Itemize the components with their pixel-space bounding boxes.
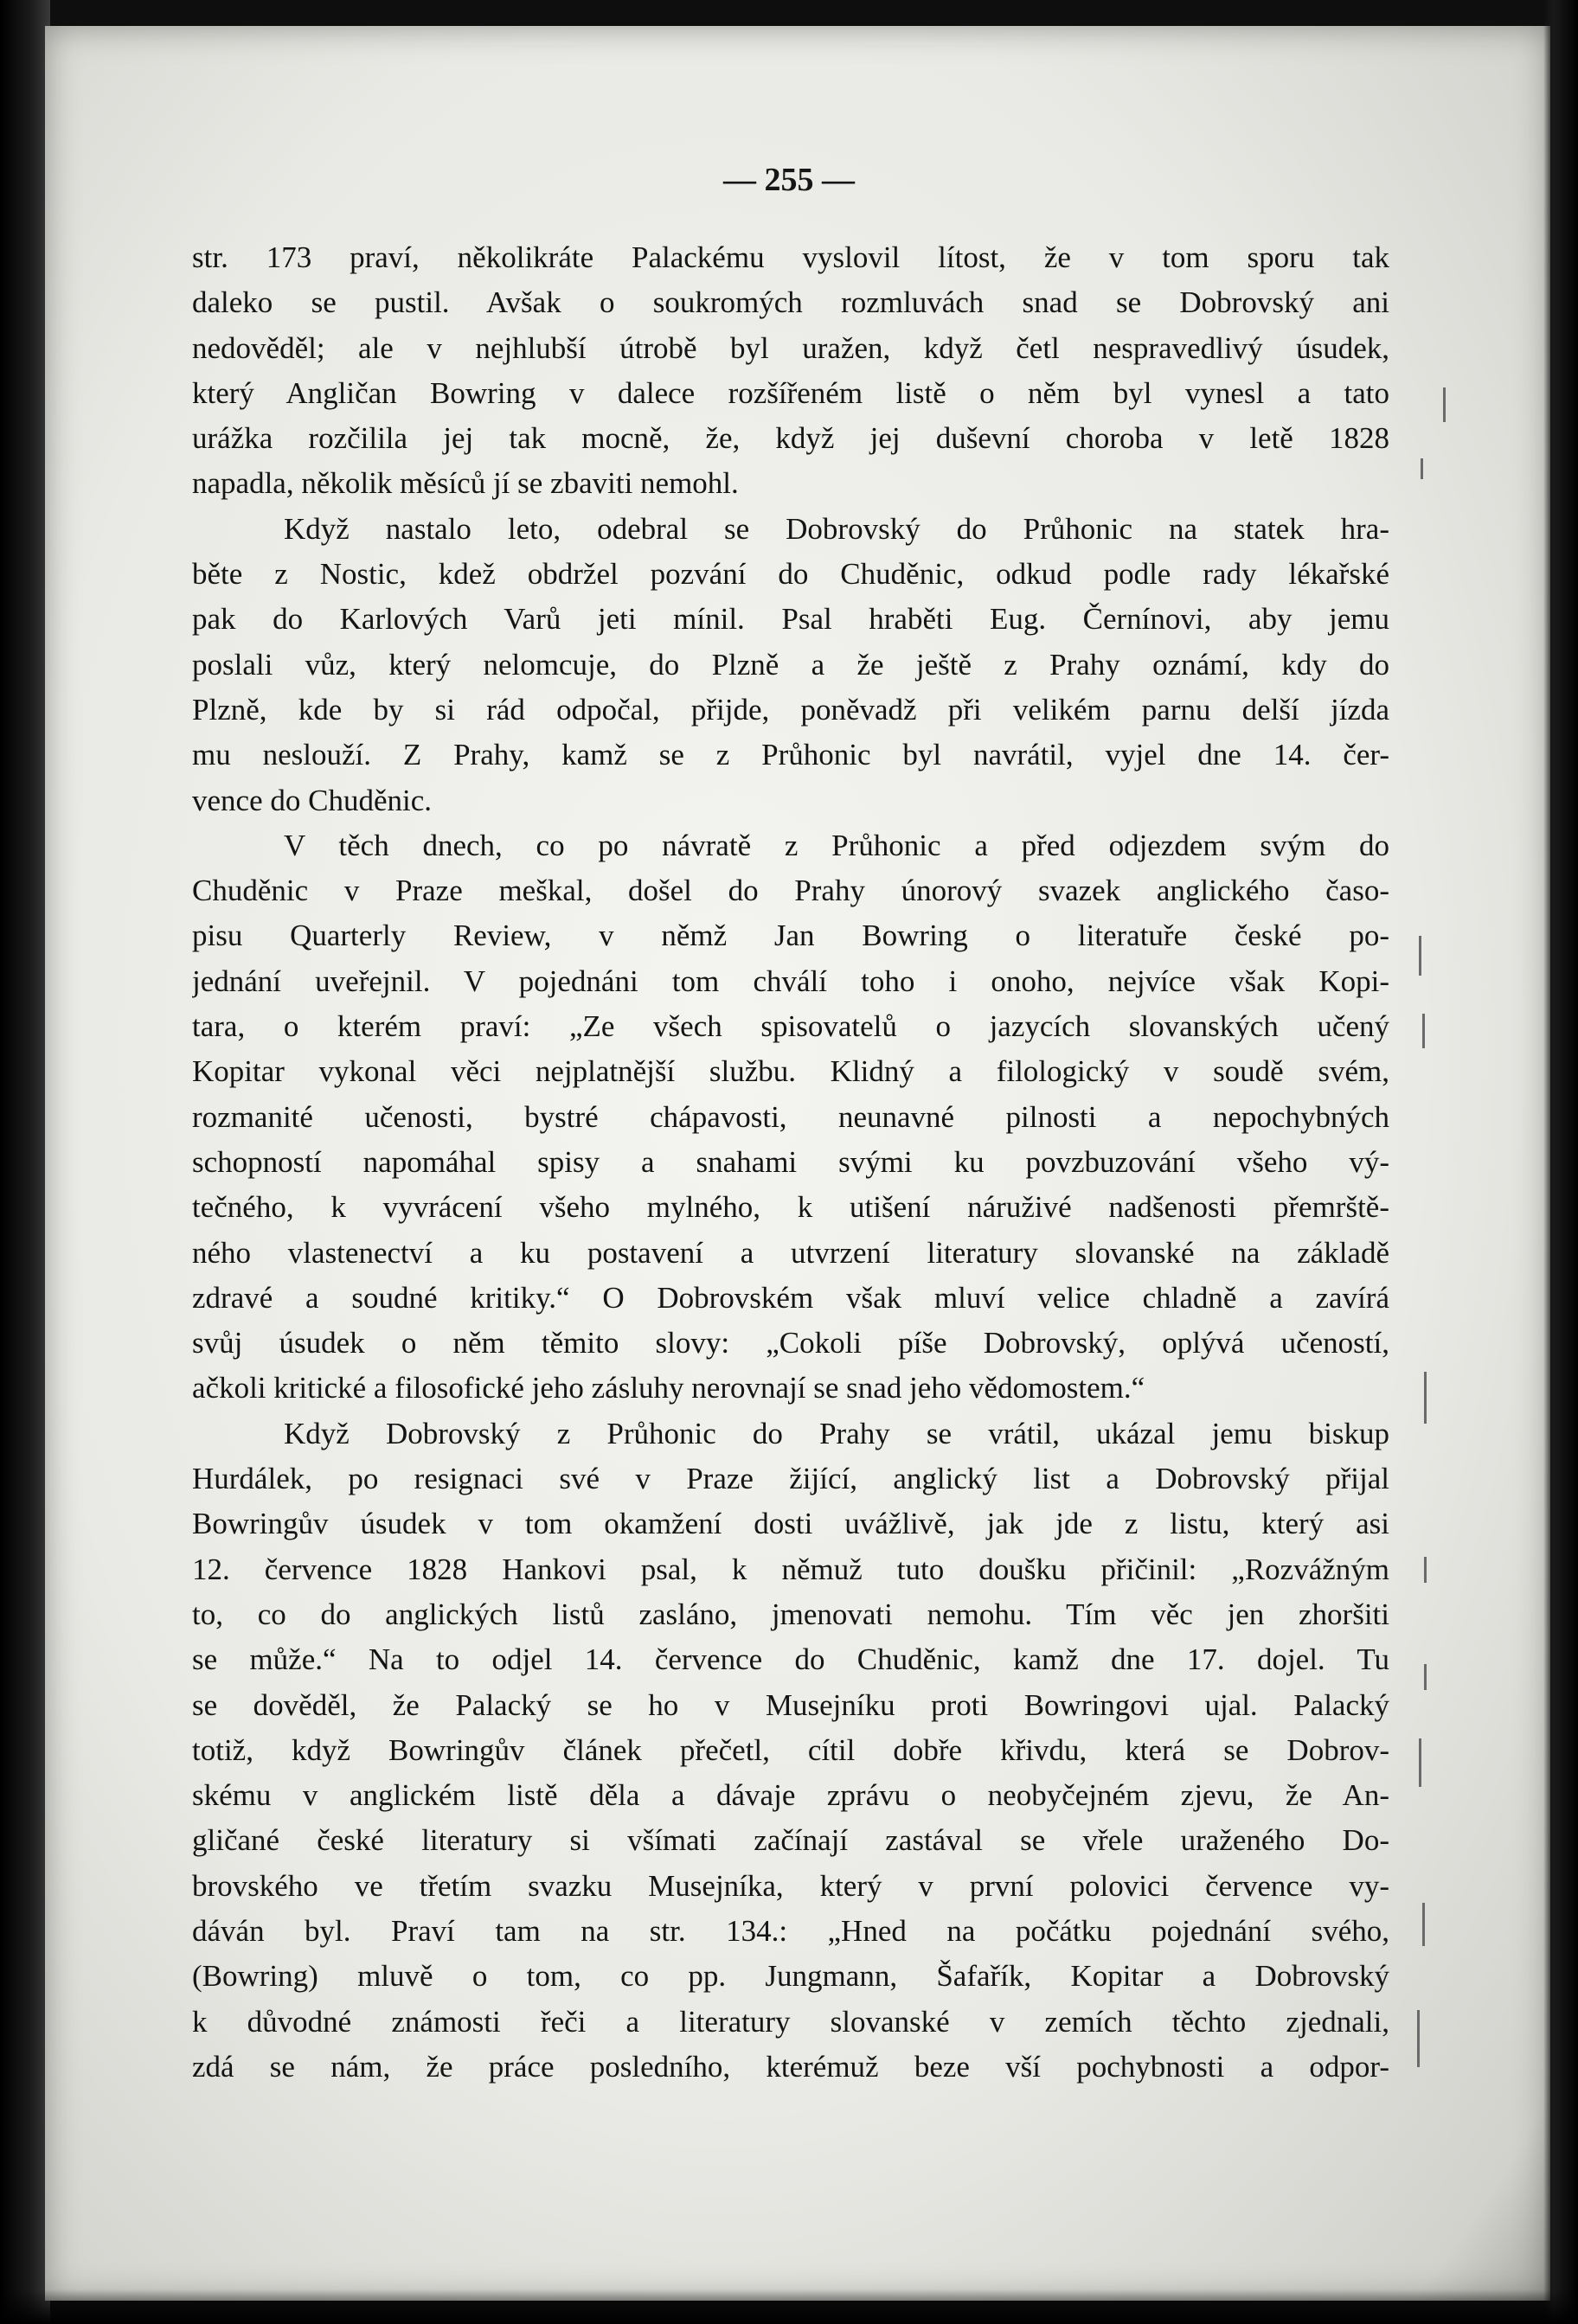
text-line: ačkoli kritické a filosofické jeho zásluhy nerovnají se snad jeho vědomostem.“ [192, 1371, 1145, 1405]
text-line: Bowringův úsudek v tom okamžení dosti uvážlivě, jak jde z listu, který asi [192, 1507, 1389, 1541]
margin-mark [1424, 1557, 1427, 1583]
margin-mark [1422, 1903, 1425, 1946]
text-line: poslali vůz, který nelomcuje, do Plzně a že ještě z Prahy oznámí, kdy do [192, 647, 1389, 682]
page-number: — 255 — [723, 162, 855, 198]
text-line: Chuděnic v Praze meškal, došel do Prahy únorový svazek anglického časo- [192, 874, 1389, 908]
scan-left-edge [0, 0, 50, 2324]
text-line: (Bowring) mluvě o tom, co pp. Jungmann, Šafařík, Kopitar a Dobrovský [192, 1959, 1389, 1994]
margin-mark [1443, 387, 1446, 422]
text-line: Plzně, kde by si rád odpočal, přijde, poněvadž při velikém parnu delší jízda [192, 692, 1389, 727]
margin-mark [1424, 1372, 1427, 1424]
margin-mark [1419, 1738, 1421, 1787]
text-line: mu neslouží. Z Prahy, kamž se z Průhonic byl navrátil, vyjel dne 14. čer- [192, 738, 1389, 772]
text-line: tara, o kterém praví: „Ze všech spisovatelů o jazycích slovanských učený [192, 1009, 1389, 1044]
margin-mark [1419, 936, 1421, 976]
text-line: pak do Karlových Varů jeti mínil. Psal hraběti Eug. Černínovi, aby jemu [192, 602, 1389, 637]
text-line: pisu Quarterly Review, v němž Jan Bowring o literatuře české po- [192, 919, 1389, 953]
text-line: gličané české literatury si všímati začínají zastával se vřele uraženého Do- [192, 1823, 1389, 1858]
text-line: se dověděl, že Palacký se ho v Musejníku proti Bowringovi ujal. Palacký [192, 1687, 1389, 1722]
text-line: dáván byl. Praví tam na str. 134.: „Hned na počátku pojednání svého, [192, 1913, 1389, 1948]
text-line: Když nastalo leto, odebral se Dobrovský do Průhonic na statek hra- [284, 511, 1389, 546]
text-line: jednání uveřejnil. V pojednáni tom chválí toho i onoho, nejvíce však Kopi- [192, 964, 1389, 998]
margin-mark [1417, 2010, 1420, 2067]
scan-right-edge [1543, 0, 1578, 2324]
text-line: to, co do anglických listů zasláno, jmenovati nemohu. Tím věc jen zhoršiti [192, 1597, 1389, 1631]
paragraph-2 [192, 507, 1389, 823]
text-line: V těch dnech, co po návratě z Průhonic a před odjezdem svým do [284, 828, 1389, 862]
margin-mark [1424, 1664, 1427, 1690]
text-line: běte z Nostic, kdež obdržel pozvání do Chuděnic, odkud podle rady lékařské [192, 557, 1389, 592]
paragraph-4 [192, 1412, 1389, 2090]
text-line: zdá se nám, že práce posledního, kterémuž beze vší pochybnosti a odpor- [192, 2049, 1389, 2084]
text-line: svůj úsudek o něm těmito slovy: „Cokoli píše Dobrovský, oplývá učeností, [192, 1326, 1389, 1360]
paragraph-3 [192, 823, 1389, 1412]
text-line: Hurdálek, po resignaci své v Praze žijící, anglický list a Dobrovský přijal [192, 1462, 1389, 1496]
text-line: který Angličan Bowring v dalece rozšířeném listě o něm byl vynesl a tato [192, 375, 1389, 410]
text-line: vence do Chuděnic. [192, 783, 432, 817]
paragraph-1 [192, 235, 1389, 507]
scan-bottom-edge [0, 2289, 1578, 2324]
text-line: totiž, když Bowringův článek přečetl, cítil dobře křivdu, která se Dobrov- [192, 1732, 1389, 1767]
text-line: k důvodné známosti řeči a literatury slovanské v zemích těchto zjednali, [192, 2004, 1389, 2039]
text-line: Když Dobrovský z Průhonic do Prahy se vrátil, ukázal jemu biskup [284, 1416, 1389, 1450]
text-line: daleko se pustil. Avšak o soukromých rozmluvách snad se Dobrovský ani [192, 285, 1389, 320]
text-line: rozmanité učenosti, bystré chápavosti, neunavné pilnosti a nepochybných [192, 1099, 1389, 1134]
text-line: se může.“ Na to odjel 14. července do Chuděnic, kamž dne 17. dojel. Tu [192, 1642, 1389, 1677]
text-line: zdravé a soudné kritiky.“ O Dobrovském však mluví velice chladně a zavírá [192, 1280, 1389, 1315]
text-line: brovského ve třetím svazku Musejníka, který v první polovici července vy- [192, 1868, 1389, 1903]
body-text [192, 235, 1389, 2090]
text-line: 12. července 1828 Hankovi psal, k němuž tuto doušku přičinil: „Rozvážným [192, 1552, 1389, 1586]
margin-mark [1422, 1014, 1425, 1048]
text-line: str. 173 praví, několikráte Palackému vyslovil lítost, že v tom sporu tak [192, 240, 1389, 274]
text-line: Kopitar vykonal věci nejplatnější službu. Klidný a filologický v soudě svém, [192, 1054, 1389, 1089]
margin-mark [1421, 458, 1423, 479]
text-line: nedověděl; ale v nejhlubší útrobě byl uražen, když četl nespravedlivý úsudek, [192, 330, 1389, 365]
text-line: urážka rozčilila jej tak mocně, že, když jej duševní choroba v letě 1828 [192, 421, 1389, 456]
text-line: schopností napomáhal spisy a snahami svými ku povzbuzování všeho vý- [192, 1144, 1389, 1179]
text-line: tečného, k vyvrácení všeho mylného, k utišení náruživé nadšenosti přemrště- [192, 1190, 1389, 1225]
text-line: ného vlastenectví a ku postavení a utvrzení literatury slovanské na základě [192, 1235, 1389, 1270]
text-line: skému v anglickém listě děla a dávaje zprávu o neobyčejném zjevu, že An- [192, 1778, 1389, 1813]
text-line: napadla, několik měsíců jí se zbaviti nemohl. [192, 466, 739, 501]
